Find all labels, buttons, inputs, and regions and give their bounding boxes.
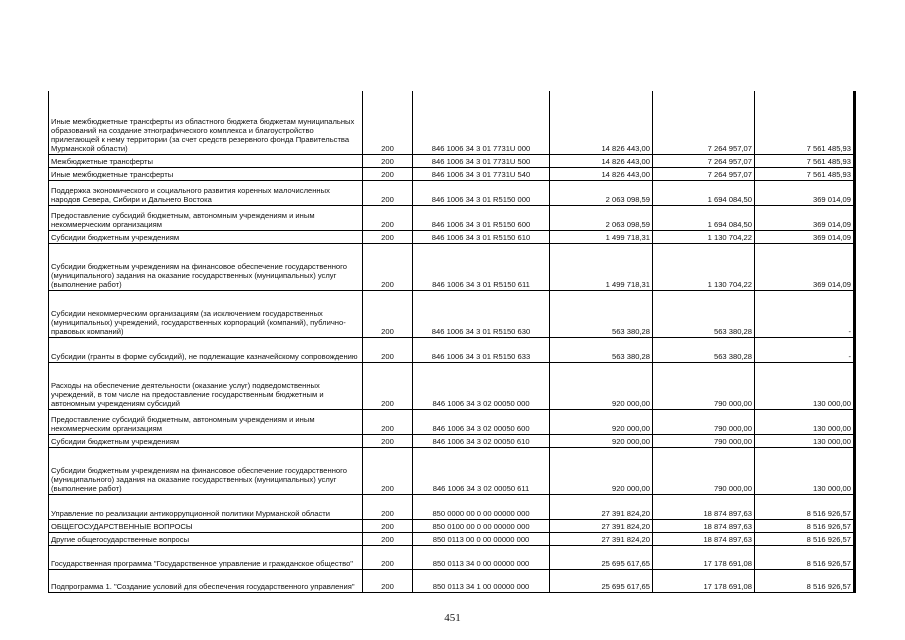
row-approved-cell: 25 695 617,65	[550, 545, 653, 569]
table-row	[49, 409, 855, 434]
row-approved-cell: 14 826 443,00	[550, 91, 653, 154]
row-name-cell: Управление по реализации антикоррупционной политики Мурманской области	[49, 494, 363, 519]
row-name-cell: Субсидии бюджетным учреждениям на финансовое обеспечение государственного (муниципального) задания на оказание государственных (муниципальных) услуг (выполнение работ)	[49, 447, 363, 494]
row-remainder-cell: 130 000,00	[755, 409, 855, 434]
row-code-cell: 200	[363, 230, 413, 243]
row-approved-cell: 2 063 098,59	[550, 205, 653, 230]
table-row	[49, 569, 855, 592]
table-row	[49, 494, 855, 519]
row-approved-cell: 2 063 098,59	[550, 180, 653, 205]
row-kbk-cell: 850 0100 00 0 00 00000 000	[413, 519, 550, 532]
row-code-cell: 200	[363, 243, 413, 290]
row-name-cell: Предоставление субсидий бюджетным, автономным учреждениям и иным некоммерческим организациям	[49, 409, 363, 434]
row-remainder-cell: 8 516 926,57	[755, 532, 855, 545]
row-executed-cell: 17 178 691,08	[653, 569, 755, 592]
row-name-cell: Субсидии бюджетным учреждениям на финансовое обеспечение государственного (муниципального) задания на оказание государственных (муниципальных) услуг (выполнение работ)	[49, 243, 363, 290]
row-executed-cell: 563 380,28	[653, 337, 755, 362]
row-executed-cell: 17 178 691,08	[653, 545, 755, 569]
row-kbk-cell: 846 1006 34 3 01 7731U 500	[413, 154, 550, 167]
row-executed-cell: 1 130 704,22	[653, 230, 755, 243]
row-remainder-cell: 130 000,00	[755, 434, 855, 447]
row-approved-cell: 1 499 718,31	[550, 243, 653, 290]
row-remainder-cell: -	[755, 337, 855, 362]
row-executed-cell: 18 874 897,63	[653, 532, 755, 545]
row-kbk-cell: 846 1006 34 3 01 7731U 000	[413, 91, 550, 154]
row-kbk-cell: 846 1006 34 3 01 R5150 000	[413, 180, 550, 205]
page-number: 451	[444, 612, 461, 624]
row-name-cell: Иные межбюджетные трансферты	[49, 167, 363, 180]
row-kbk-cell: 846 1006 34 3 01 R5150 611	[413, 243, 550, 290]
row-name-cell: Субсидии (гранты в форме субсидий), не подлежащие казначейскому сопровождению	[49, 337, 363, 362]
table-row	[49, 243, 855, 290]
table-row	[49, 337, 855, 362]
row-code-cell: 200	[363, 409, 413, 434]
table-row	[49, 290, 855, 337]
row-kbk-cell: 850 0113 34 1 00 00000 000	[413, 569, 550, 592]
row-name-cell: Другие общегосударственные вопросы	[49, 532, 363, 545]
row-code-cell: 200	[363, 434, 413, 447]
budget-execution-table	[48, 91, 856, 593]
row-executed-cell: 1 130 704,22	[653, 243, 755, 290]
row-executed-cell: 18 874 897,63	[653, 519, 755, 532]
table-row	[49, 91, 855, 154]
row-executed-cell: 790 000,00	[653, 434, 755, 447]
row-approved-cell: 563 380,28	[550, 290, 653, 337]
table-row	[49, 532, 855, 545]
row-remainder-cell: 8 516 926,57	[755, 569, 855, 592]
row-name-cell: Подпрограмма 1. "Создание условий для обеспечения государственного управления"	[49, 569, 363, 592]
row-approved-cell: 920 000,00	[550, 434, 653, 447]
row-remainder-cell: 369 014,09	[755, 180, 855, 205]
row-code-cell: 200	[363, 180, 413, 205]
row-executed-cell: 790 000,00	[653, 447, 755, 494]
row-code-cell: 200	[363, 337, 413, 362]
table-row	[49, 362, 855, 409]
row-kbk-cell: 846 1006 34 3 01 R5150 610	[413, 230, 550, 243]
table-row	[49, 205, 855, 230]
table-row	[49, 230, 855, 243]
row-kbk-cell: 846 1006 34 3 02 00050 610	[413, 434, 550, 447]
row-remainder-cell: 8 516 926,57	[755, 519, 855, 532]
row-approved-cell: 920 000,00	[550, 409, 653, 434]
row-approved-cell: 1 499 718,31	[550, 230, 653, 243]
table-row	[49, 167, 855, 180]
row-name-cell: Межбюджетные трансферты	[49, 154, 363, 167]
row-code-cell: 200	[363, 290, 413, 337]
row-kbk-cell: 846 1006 34 3 02 00050 000	[413, 362, 550, 409]
row-code-cell: 200	[363, 569, 413, 592]
row-code-cell: 200	[363, 494, 413, 519]
row-remainder-cell: 8 516 926,57	[755, 494, 855, 519]
row-code-cell: 200	[363, 91, 413, 154]
row-approved-cell: 920 000,00	[550, 447, 653, 494]
row-kbk-cell: 846 1006 34 3 02 00050 600	[413, 409, 550, 434]
row-kbk-cell: 846 1006 34 3 02 00050 611	[413, 447, 550, 494]
row-kbk-cell: 846 1006 34 3 01 R5150 600	[413, 205, 550, 230]
row-code-cell: 200	[363, 532, 413, 545]
row-executed-cell: 7 264 957,07	[653, 91, 755, 154]
row-remainder-cell: 130 000,00	[755, 362, 855, 409]
row-approved-cell: 920 000,00	[550, 362, 653, 409]
table-row	[49, 447, 855, 494]
row-executed-cell: 18 874 897,63	[653, 494, 755, 519]
row-code-cell: 200	[363, 362, 413, 409]
row-code-cell: 200	[363, 447, 413, 494]
row-remainder-cell: 7 561 485,93	[755, 154, 855, 167]
table-row	[49, 180, 855, 205]
row-code-cell: 200	[363, 167, 413, 180]
row-remainder-cell: 7 561 485,93	[755, 167, 855, 180]
row-name-cell: Субсидии бюджетным учреждениям	[49, 434, 363, 447]
row-remainder-cell: 369 014,09	[755, 230, 855, 243]
table-row	[49, 434, 855, 447]
row-remainder-cell: 130 000,00	[755, 447, 855, 494]
row-approved-cell: 27 391 824,20	[550, 519, 653, 532]
row-name-cell: Субсидии бюджетным учреждениям	[49, 230, 363, 243]
row-executed-cell: 1 694 084,50	[653, 180, 755, 205]
row-approved-cell: 27 391 824,20	[550, 494, 653, 519]
row-executed-cell: 7 264 957,07	[653, 154, 755, 167]
row-approved-cell: 14 826 443,00	[550, 154, 653, 167]
row-code-cell: 200	[363, 154, 413, 167]
row-name-cell: Государственная программа "Государственное управление и гражданское общество"	[49, 545, 363, 569]
row-remainder-cell: 7 561 485,93	[755, 91, 855, 154]
row-remainder-cell: -	[755, 290, 855, 337]
row-name-cell: ОБЩЕГОСУДАРСТВЕННЫЕ ВОПРОСЫ	[49, 519, 363, 532]
row-kbk-cell: 846 1006 34 3 01 7731U 540	[413, 167, 550, 180]
row-kbk-cell: 846 1006 34 3 01 R5150 630	[413, 290, 550, 337]
row-remainder-cell: 369 014,09	[755, 243, 855, 290]
table-row	[49, 519, 855, 532]
row-kbk-cell: 846 1006 34 3 01 R5150 633	[413, 337, 550, 362]
table-row	[49, 545, 855, 569]
row-executed-cell: 790 000,00	[653, 409, 755, 434]
row-name-cell: Субсидии некоммерческим организациям (за исключением государственных (муниципальных) учреждений, государственных корпораций (компаний), публично-правовых компаний)	[49, 290, 363, 337]
row-kbk-cell: 850 0000 00 0 00 00000 000	[413, 494, 550, 519]
row-remainder-cell: 369 014,09	[755, 205, 855, 230]
row-code-cell: 200	[363, 205, 413, 230]
row-code-cell: 200	[363, 519, 413, 532]
row-name-cell: Иные межбюджетные трансферты из областного бюджета бюджетам муниципальных образований на создание этнографического комплекса и благоустройство прилегающей к нему территории (за счет средств резервного фонда Правительства Мурманской области)	[49, 91, 363, 154]
row-name-cell: Предоставление субсидий бюджетным, автономным учреждениям и иным некоммерческим организациям	[49, 205, 363, 230]
row-kbk-cell: 850 0113 00 0 00 00000 000	[413, 532, 550, 545]
row-name-cell: Поддержка экономического и социального развития коренных малочисленных народов Севера, Сибири и Дальнего Востока	[49, 180, 363, 205]
row-code-cell: 200	[363, 545, 413, 569]
row-kbk-cell: 850 0113 34 0 00 00000 000	[413, 545, 550, 569]
row-executed-cell: 7 264 957,07	[653, 167, 755, 180]
row-name-cell: Расходы на обеспечение деятельности (оказание услуг) подведомственных учреждений, в том числе на предоставление государственным бюджетным и автономным учреждениям субсидий	[49, 362, 363, 409]
row-executed-cell: 790 000,00	[653, 362, 755, 409]
row-remainder-cell: 8 516 926,57	[755, 545, 855, 569]
row-approved-cell: 14 826 443,00	[550, 167, 653, 180]
table-row	[49, 154, 855, 167]
row-approved-cell: 27 391 824,20	[550, 532, 653, 545]
row-approved-cell: 563 380,28	[550, 337, 653, 362]
row-approved-cell: 25 695 617,65	[550, 569, 653, 592]
row-executed-cell: 1 694 084,50	[653, 205, 755, 230]
row-executed-cell: 563 380,28	[653, 290, 755, 337]
